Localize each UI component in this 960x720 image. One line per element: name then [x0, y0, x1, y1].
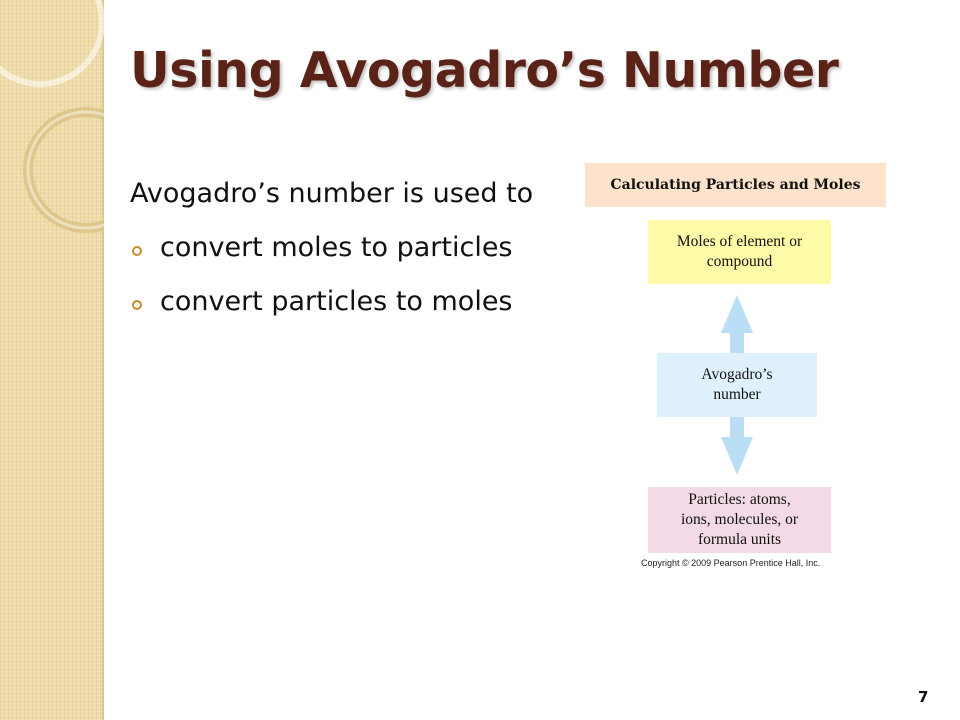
avogadro-box [657, 353, 817, 417]
decorative-circles [0, 0, 104, 720]
moles-box-line: compound [706, 253, 773, 270]
up-arrow-icon [721, 295, 753, 353]
particles-box-line: ions, molecules, or [680, 511, 799, 528]
intro-text: Avogadro’s number is used to [130, 178, 534, 209]
avogadro-box-line: Avogadro’s [701, 366, 773, 383]
particles-moles-diagram [585, 163, 890, 578]
decorative-side-strip [0, 0, 104, 720]
list-item [130, 286, 513, 340]
moles-box [648, 220, 831, 284]
copyright-text: Copyright © 2009 Pearson Prentice Hall, Inc. [641, 558, 821, 568]
page-number: 7 [918, 688, 929, 706]
avogadro-box-line: number [713, 386, 761, 403]
bullet-list [130, 232, 513, 340]
bullet-circle-icon [132, 300, 142, 310]
moles-box-line: Moles of element or [676, 233, 803, 250]
bullet-text: convert moles to particles [160, 232, 513, 263]
particles-box-line: Particles: atoms, [688, 491, 791, 508]
particles-box [648, 487, 831, 553]
list-item [130, 232, 513, 286]
bullet-text: convert particles to moles [160, 286, 513, 317]
slide-title: Using Avogadro’s Number [130, 42, 839, 99]
bullet-circle-icon [132, 246, 142, 256]
down-arrow-icon [721, 417, 753, 475]
diagram-header: Calculating Particles and Moles [585, 163, 886, 207]
particles-box-line: formula units [697, 531, 782, 548]
